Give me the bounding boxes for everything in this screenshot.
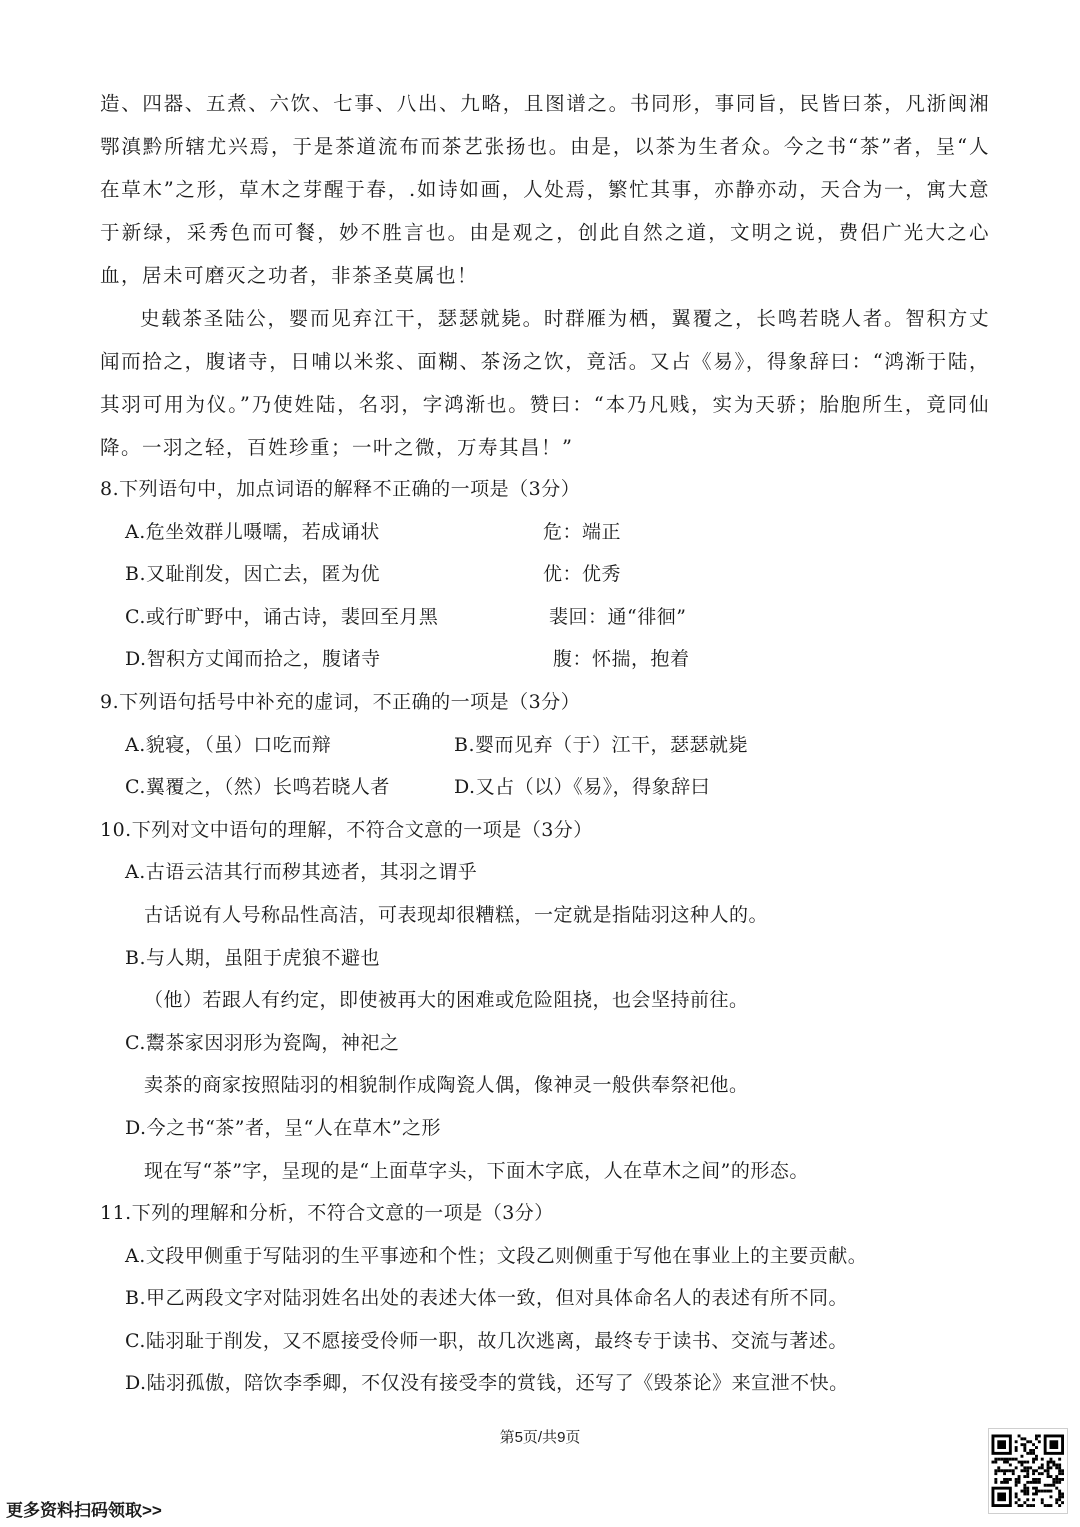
question-11-option-c: C.陆羽耻于削发，又不愿接受伶师一职，故几次逃离，最终专于读书、交流与著述。 <box>125 1329 848 1352</box>
question-8-option-c <box>100 596 990 639</box>
question-11-stem: 11.下列的理解和分析，不符合文意的一项是（3分） <box>100 1202 554 1225</box>
qr-code-icon[interactable] <box>988 1428 1068 1514</box>
option-explanation: 腹：怀揣，抱着 <box>553 648 690 671</box>
option-sentence: C.或行旷野中，诵古诗，裴回至月黑 <box>125 605 439 628</box>
option-sentence: B.又耻削发，因亡去，匿为优 <box>125 563 381 586</box>
option-b: B.婴而见弃（于）江干，瑟瑟就毙 <box>454 733 749 756</box>
question-9-options-row-1 <box>100 724 990 767</box>
question-10-explanation-d: 现在写“茶”字，呈现的是“上面草字头，下面木字底，人在草木之间”的形态。 <box>144 1159 809 1182</box>
question-10-option-c: C.鬻茶家因羽形为瓷陶，神祀之 <box>125 1031 400 1054</box>
option-explanation: 危：端正 <box>543 520 622 543</box>
question-11-option-a: A.文段甲侧重于写陆羽的生平事迹和个性；文段乙则侧重于写他在事业上的主要贡献。 <box>125 1244 868 1267</box>
passage-paragraph-2: 史载茶圣陆公，婴而见弃江干，瑟瑟就毙。时群雁为栖，翼覆之，长鸣若晓人者。智积方丈闻而拾之，腹诸寺，日哺以米浆、面糊、茶汤之饮，竟活。又占《易》，得象辞曰：“鸿渐于陆，其羽可用为仪。”乃使姓陆，名羽，字鸿渐也。赞曰：“本乃凡贱，实为天骄；胎胞所生，竟同仙降。一羽之轻，百姓珍重；一叶之微，万寿其昌！” <box>100 307 990 459</box>
option-sentence: D.智积方丈闻而拾之，腹诸寺 <box>125 648 381 671</box>
question-10-option-b: B.与人期，虽阻于虎狼不避也 <box>125 946 381 969</box>
option-sentence: A.危坐效群儿嗫嚅，若成诵状 <box>125 520 380 543</box>
question-10-explanation-c: 卖茶的商家按照陆羽的相貌制作成陶瓷人偶，像神灵一般供奉祭祀他。 <box>144 1074 749 1097</box>
option-d: D.又占（以）《易》，得象辞曰 <box>454 776 711 799</box>
passage-paragraph-1: 造、四器、五煮、六饮、七事、八出、九略，且图谱之。书同形，事同旨，民皆曰茶，凡浙闽湘鄂滇黔所辖尤兴焉，于是茶道流布而茶艺张扬也。由是，以茶为生者众。今之书“茶”者，呈“人在草木”之形，草木之芽醒于春，.如诗如画，人处焉，繁忙其事，亦静亦动，天合为一，寓大意于新绿，采秀色而可餐，妙不胜言也。由是观之，创此自然之道，文明之说，费侣广光大之心血，居未可磨灭之功者，非茶圣莫属也！ <box>100 92 990 287</box>
question-8-option-a <box>100 511 990 554</box>
question-8-option-d <box>100 638 990 681</box>
question-11-option-d: D.陆羽孤傲，陪饮李季卿，不仅没有接受李的赏钱，还写了《毁茶论》来宣泄不快。 <box>125 1372 849 1395</box>
question-10-option-a: A.古语云洁其行而秽其迹者，其羽之谓乎 <box>125 861 478 884</box>
option-c: C.翼覆之，（然）长鸣若晓人者 <box>125 776 390 799</box>
question-8-stem: 8.下列语句中，加点词语的解释不正确的一项是（3分） <box>100 478 581 500</box>
question-10-stem: 10.下列对文中语句的理解，不符合文意的一项是（3分） <box>100 818 593 841</box>
qr-code-graphic <box>989 1429 1067 1513</box>
question-11-option-b: B.甲乙两段文字对陆羽姓名出处的表述大体一致，但对具体命名人的表述有所不同。 <box>125 1287 849 1310</box>
more-resources-link[interactable]: 更多资料扫码领取>> <box>6 1501 162 1520</box>
page-number: 第5页/共9页 <box>499 1429 581 1446</box>
option-explanation: 裴回：通“徘徊” <box>549 605 687 628</box>
question-9-stem: 9.下列语句括号中补充的虚词，不正确的一项是（3分） <box>100 690 581 713</box>
option-a: A.貌寝，（虽）口吃而辩 <box>125 733 332 756</box>
option-explanation: 优：优秀 <box>543 563 622 586</box>
question-10-option-d: D.今之书“茶”者，呈“人在草木”之形 <box>125 1116 441 1139</box>
question-9-options-row-2 <box>100 766 990 809</box>
classical-passage <box>100 82 990 469</box>
question-8-option-b <box>100 553 990 596</box>
question-10-explanation-b: （他）若跟人有约定，即使被再大的困难或危险阻挠，也会坚持前往。 <box>144 989 749 1012</box>
questions-section <box>100 468 990 1405</box>
question-10-explanation-a: 古话说有人号称品性高洁，可表现却很糟糕，一定就是指陆羽这种人的。 <box>144 903 769 926</box>
